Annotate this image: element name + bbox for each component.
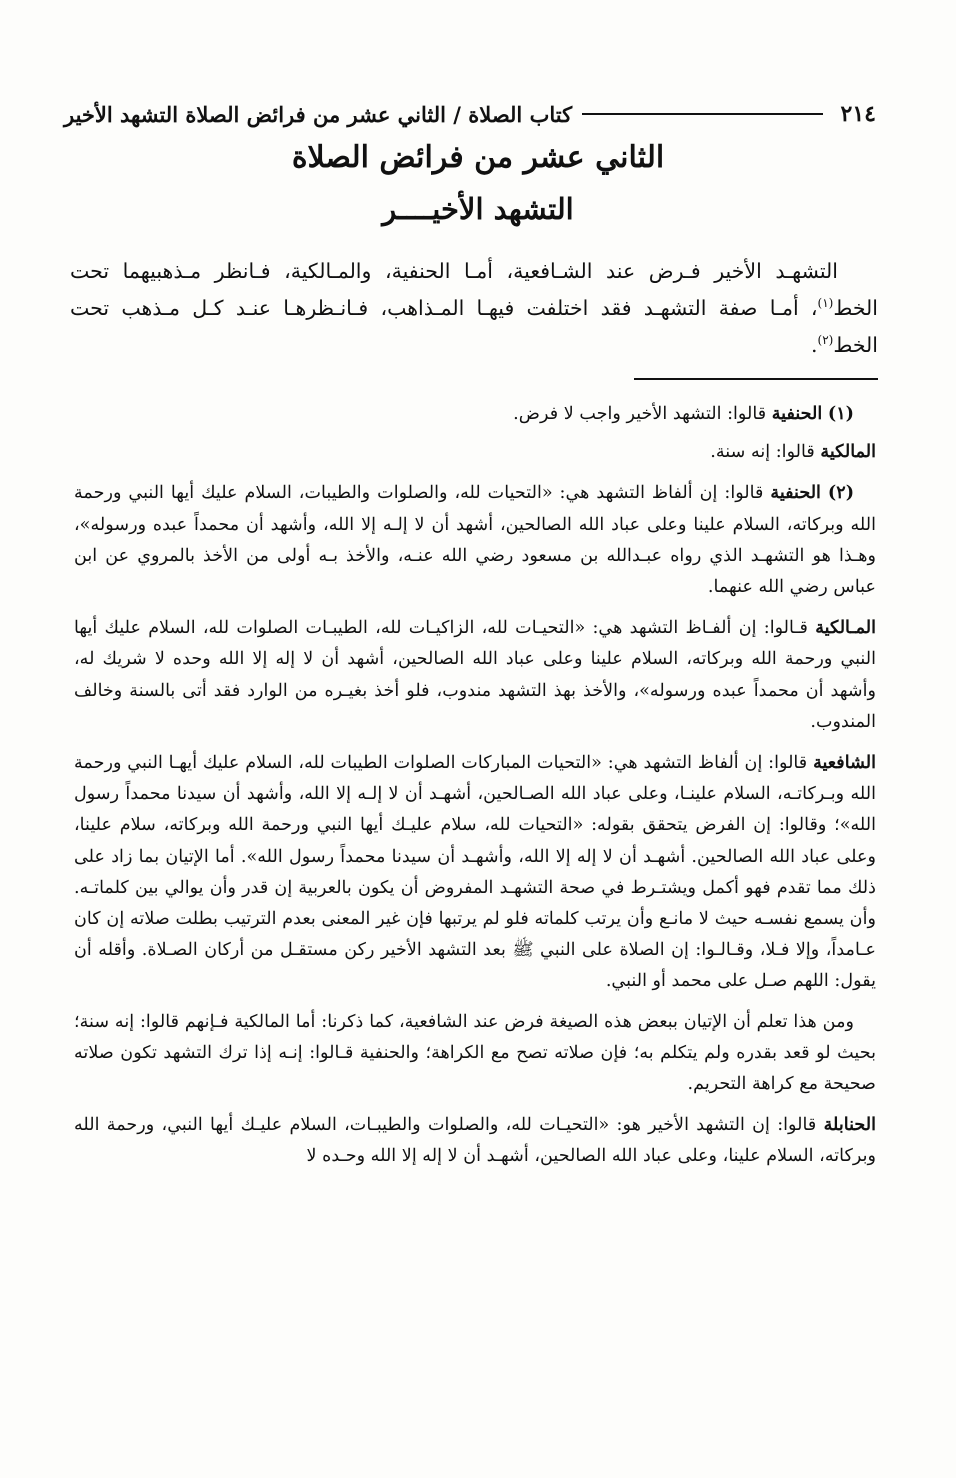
footnote-2-maliki-label: المـالكية [815,617,876,639]
footnote-1-marker: (١) [827,403,854,424]
main-text-part-3: . [811,333,818,357]
footnote-2-maliki-text: قـالوا: إن ألفـاظ التشهد هي: «التحيـات لله، الزاكيـات لله، الطيبـات الصلوات لله، السلام عليك أيها النبي ورحمة الله وبركاته، السلام علينا وعلى عباد الله الصالحين، أشهد أن لا إله إلا الله وحده لا شريك له، وأشهد أن محمداً عبده ورسوله»، والأخذ بهذ التشهد مندوب، فلو أخذ بغيـره من الوارد فقد أتى بالسنة وخالف المندوب. [74,618,876,732]
footnote-2-marker: (٢) [827,482,855,504]
footnote-1-maliki-text: قالوا: إنه سنة. [710,442,815,463]
main-text-part-2: ، أمـا صفة التشهـد فقد اختلفت فيهـا المـذاهب، فـانـظرهـا عنـد كـل مـذهب تحت الخط [70,296,878,357]
footnote-2-note: ومن هذا تعلم أن الإتيان ببعض هذه الصيغة فرض عند الشافعية، كما ذكرنا: أما المالكية فـإنهم قالوا: إنه سنة؛ بحيث لو قعد بقدره ولم يتكلم به؛ فإن صلاته تصح مع الكراهة؛ والحنفية قـالوا: إنـه إذا ترك التشهد تكون صلاته صحيحة مع كراهة التحريم. [74,1011,876,1095]
footnote-2-shafii [74,747,876,998]
footnote-2-hanbali-label: الحنابلة [823,1114,876,1136]
footnote-2-hanafi-label: الحنفية [770,482,821,504]
footnote-ref-2: (٢) [817,333,834,348]
running-header [64,96,876,132]
header-rule [582,113,822,115]
footnote-2-shafii-text: قالوا: إن ألفاظ التشهد هي: «التحيات المباركات الصلوات الطيبات لله، السلام عليك أيهـا النبي ورحمة الله وبـركاتـه، السلام علينـا، وعلى عباد الله الصـالحين، أشهـد أن لا إلـه إلا الله، وأشهد أن سيدنا محمداً رسول الله»؛ وقالوا: إن الفرض يتحقق بقوله: «التحيات لله، سلام عليـك أيها النبي ورحمة الله وبركاته، سلام علينا، وعلى عباد الله الصالحين. أشهـد أن لا إله إلا الله، وأشهـد أن سيدنا محمداً رسول الله». أما الإتيان بما زاد على ذلك مما تقدم فهو أكمل ويشتـرط في صحة التشهـد المفروض أن يكون بالعربية إن قدر وأن يوالي بين كلماتـه. وأن يسمع نفسـه حيث لا مانـع وأن يرتب كلماته فلو لم يرتبها فإن غير المعنى بعدم الترتيب بطلت صلاته إن كان عـامداً، وإلا فـلا، وقـالـوا: إن الصلاة على النبي ﷺ بعد التشهد الأخير ركن مستقـل من أركان الصـلاة. وأقله أن يقول: اللهم صـل على محمد أو النبي. [74,753,877,992]
running-title: كتاب الصلاة / الثاني عشر من فرائض الصلاة التشهد الأخير [64,101,573,127]
footnote-1-hanafi-text: قالوا: التشهد الأخير واجب لا فرض. [513,404,767,424]
footnote-2-hanbali [74,1109,876,1172]
chapter-title: الثاني عشر من فرائض الصلاة [291,140,665,175]
footnote-1-maliki-label: المالكية [820,441,876,463]
footnote-2-hanafi-text: قالوا: إن ألفاظ التشهد هي: «التحيات لله، والصلوات والطيبات، السلام عليك أيها النبي ورحمة الله وبركاته، السلام علينا وعلى عباد الله الصالحين، أشهد أن لا إلـه إلا الله، وأشهد أن محمداً عبده ورسوله»، وهـذا هو التشهـد الذي رواه عبـدالله بن مسعود رضي الله عنـه، والأخذ بـه أولى من الأخذ بالمروي عن ابن عباس رضي الله عنهما. [74,483,876,598]
footnote-1-hanafi-label: الحنفية [771,403,823,424]
section-title: التشهد الأخيــــر [382,192,574,226]
footnote-separator [634,378,878,380]
main-paragraph [70,253,878,364]
footnote-2-hanafi [74,477,876,603]
page-number: ٢١٤ [840,101,876,127]
footnote-2-shafii-label: الشافعية [813,752,877,774]
main-text-part-1: التشهـد الأخير فـرض عند الشـافعية، أمـا الحنفية، والمـالكية، فـانظر مـذهبيهما تحت الخط [70,259,878,320]
footnote-2-hanbali-text: قالوا: إن التشهد الأخير هو: «التحيـات لله، والصلوات والطيبـات، السلام عليـك أيها النبي، ورحمة الله وبركاته، السلام علينا، وعلى عباد الله الصالحين، أشهـد أن لا إله إلا الله وحـده لا [74,1115,876,1167]
footnote-ref-1: (١) [817,296,834,311]
footnotes [74,398,876,1182]
footnote-2-maliki [74,612,876,738]
footnote-1-hanafi [74,398,876,430]
footnote-1-maliki [74,436,876,468]
